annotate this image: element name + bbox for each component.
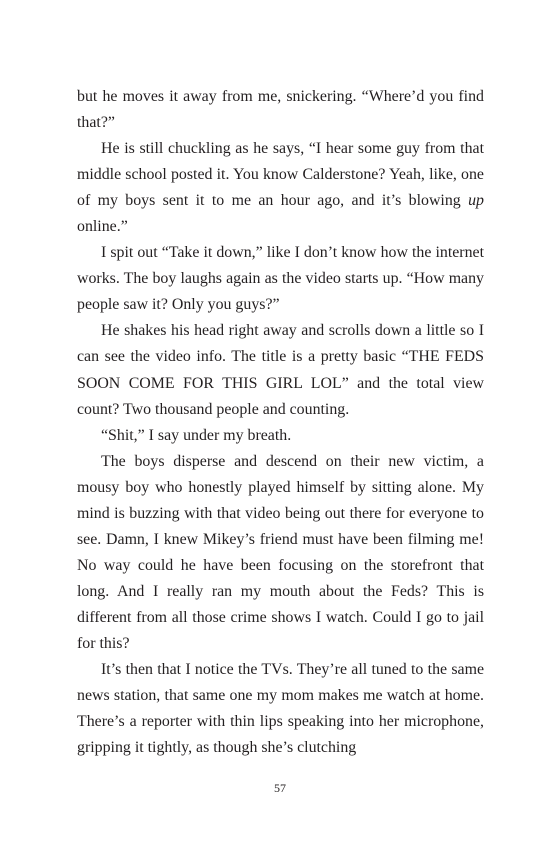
paragraph-2-text-end: online.” bbox=[77, 218, 128, 236]
paragraph-5: “Shit,” I say under my breath. bbox=[101, 426, 292, 444]
paragraph-4: He shakes his head right away and scrolls down a little so I can see the video info. The title is a pretty basic “THE FEDS SOON COME FOR THIS GIRL LOL” and the total view count? Two thousand people and counting. bbox=[77, 322, 484, 418]
paragraph-7: It’s then that I notice the TVs. They’re all tuned to the same news station, that same one my mom makes me watch at home. There’s a reporter with thin lips speaking into her microphone, gripping it tightly, as though she’s clutching bbox=[77, 661, 484, 757]
paragraph-3: I spit out “Take it down,” like I don’t know how the internet works. The boy laughs again as the video starts up. “How many people saw it? Only you guys?” bbox=[77, 244, 484, 314]
paragraph-6: The boys disperse and descend on their new victim, a mousy boy who honestly played himself by sitting alone. My mind is buzzing with that video being out there for everyone to see. Damn, I knew Mikey’s friend must have been filming me! No way could he have been focusing on the storefront that long. And I really ran my mouth about the Feds? This is different from all those crime shows I watch. Could I go to jail for this? bbox=[77, 452, 484, 652]
paragraph-2-emphasis: up bbox=[468, 192, 484, 210]
paragraph-2 bbox=[77, 136, 484, 240]
page-number: 57 bbox=[274, 781, 286, 795]
paragraph-1: but he moves it away from me, snickering. “Where’d you find that?” bbox=[77, 88, 484, 132]
paragraph-2-text: He is still chuckling as he says, “I hear some guy from that middle school posted it. You know Calderstone? Yeah, like, one of my boys sent it to me an hour ago, and it’s blowing bbox=[77, 140, 484, 210]
body-text bbox=[77, 84, 484, 761]
